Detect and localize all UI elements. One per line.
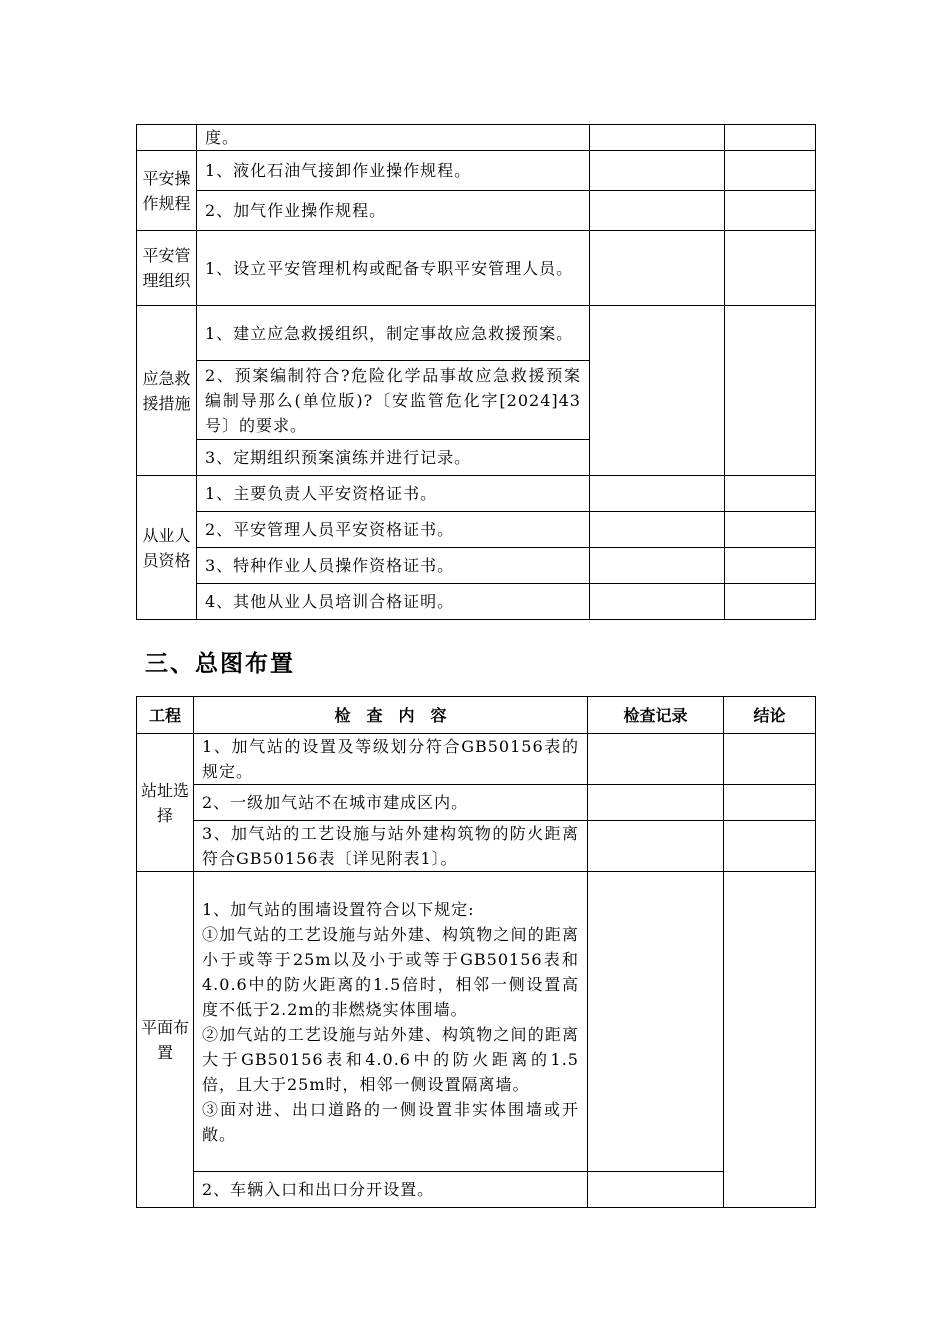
content-cell: 度。 — [197, 125, 590, 151]
conclusion-cell[interactable] — [725, 476, 816, 512]
content-cell: 1、建立应急救援组织，制定事故应急救援预案。 — [197, 306, 590, 361]
content-cell: 1、加气站的设置及等级划分符合GB50156表的规定。 — [194, 734, 588, 785]
record-cell[interactable] — [588, 1172, 724, 1208]
conclusion-cell[interactable] — [724, 734, 816, 785]
content-cell: 2、一级加气站不在城市建成区内。 — [194, 785, 588, 821]
category-plane-layout: 平面布置 — [137, 872, 194, 1208]
record-cell[interactable] — [590, 191, 725, 231]
wall-rule-2: ②加气站的工艺设施与站外建、构筑物之间的距离大于GB50156表和4.0.6中的防火距离的1.5倍，且大于25m时，相邻一侧设置隔离墙。 — [202, 1024, 579, 1094]
wall-rule-1: ①加气站的工艺设施与站外建、构筑物之间的距离小于或等于25m以及小于或等于GB50156表和4.0.6中的防火距离的1.5倍时，相邻一侧设置高度不低于2.2m的非燃烧实体围墙。 — [202, 924, 579, 1019]
conclusion-cell[interactable] — [725, 584, 816, 620]
record-cell[interactable] — [590, 512, 725, 548]
conclusion-cell[interactable] — [724, 785, 816, 821]
content-cell: 4、其他从业人员培训合格证明。 — [197, 584, 590, 620]
content-cell: 1、设立平安管理机构或配备专职平安管理人员。 — [197, 231, 590, 306]
record-cell[interactable] — [588, 821, 724, 872]
conclusion-cell[interactable] — [725, 512, 816, 548]
content-cell: 3、加气站的工艺设施与站外建构筑物的防火距离符合GB50156表〔详见附表1〕。 — [194, 821, 588, 872]
record-cell[interactable] — [588, 785, 724, 821]
header-conclusion: 结论 — [724, 697, 816, 734]
conclusion-cell[interactable] — [725, 231, 816, 306]
header-record: 检查记录 — [588, 697, 724, 734]
content-cell: 1、主要负责人平安资格证书。 — [197, 476, 590, 512]
category-site-selection: 站址选择 — [137, 734, 194, 872]
conclusion-cell[interactable] — [725, 125, 816, 151]
content-cell: 2、平安管理人员平安资格证书。 — [197, 512, 590, 548]
record-cell[interactable] — [590, 306, 725, 476]
header-project: 工程 — [137, 697, 194, 734]
record-cell[interactable] — [590, 231, 725, 306]
record-cell[interactable] — [588, 872, 724, 1172]
record-cell[interactable] — [590, 476, 725, 512]
conclusion-cell[interactable] — [724, 821, 816, 872]
wall-rule-intro: 1、加气站的围墙设置符合以下规定: — [202, 899, 475, 919]
header-content: 检 查 内 容 — [194, 697, 588, 734]
record-cell[interactable] — [590, 548, 725, 584]
content-cell: 2、车辆入口和出口分开设置。 — [194, 1172, 588, 1208]
content-cell-wall-rules — [194, 872, 588, 1172]
content-cell: 2、预案编制符合?危险化学品事故应急救援预案编制导那么(单位版)?〔安监管危化字[2024]43号〕的要求。 — [197, 361, 590, 440]
content-cell: 3、特种作业人员操作资格证书。 — [197, 548, 590, 584]
layout-check-table — [136, 696, 816, 1208]
conclusion-cell[interactable] — [725, 151, 816, 191]
category-safety-organization: 平安管理组织 — [137, 231, 197, 306]
empty-cell — [137, 125, 197, 151]
wall-rule-3: ③面对进、出口道路的一侧设置非实体围墙或开敞。 — [202, 1099, 579, 1144]
section-title: 三、总图布置 — [145, 651, 295, 677]
content-cell: 2、加气作业操作规程。 — [197, 191, 590, 231]
record-cell[interactable] — [590, 584, 725, 620]
category-operating-procedures: 平安操作规程 — [137, 151, 197, 231]
conclusion-cell[interactable] — [725, 548, 816, 584]
conclusion-cell[interactable] — [725, 191, 816, 231]
record-cell[interactable] — [588, 734, 724, 785]
content-cell: 1、液化石油气接卸作业操作规程。 — [197, 151, 590, 191]
category-emergency-measures: 应急救援措施 — [137, 306, 197, 476]
record-cell[interactable] — [590, 125, 725, 151]
conclusion-cell[interactable] — [724, 872, 816, 1208]
record-cell[interactable] — [590, 151, 725, 191]
category-personnel-qualification: 从业人员资格 — [137, 476, 197, 620]
conclusion-cell[interactable] — [725, 306, 816, 476]
content-cell: 3、定期组织预案演练并进行记录。 — [197, 440, 590, 476]
safety-check-table-continued — [136, 124, 816, 620]
